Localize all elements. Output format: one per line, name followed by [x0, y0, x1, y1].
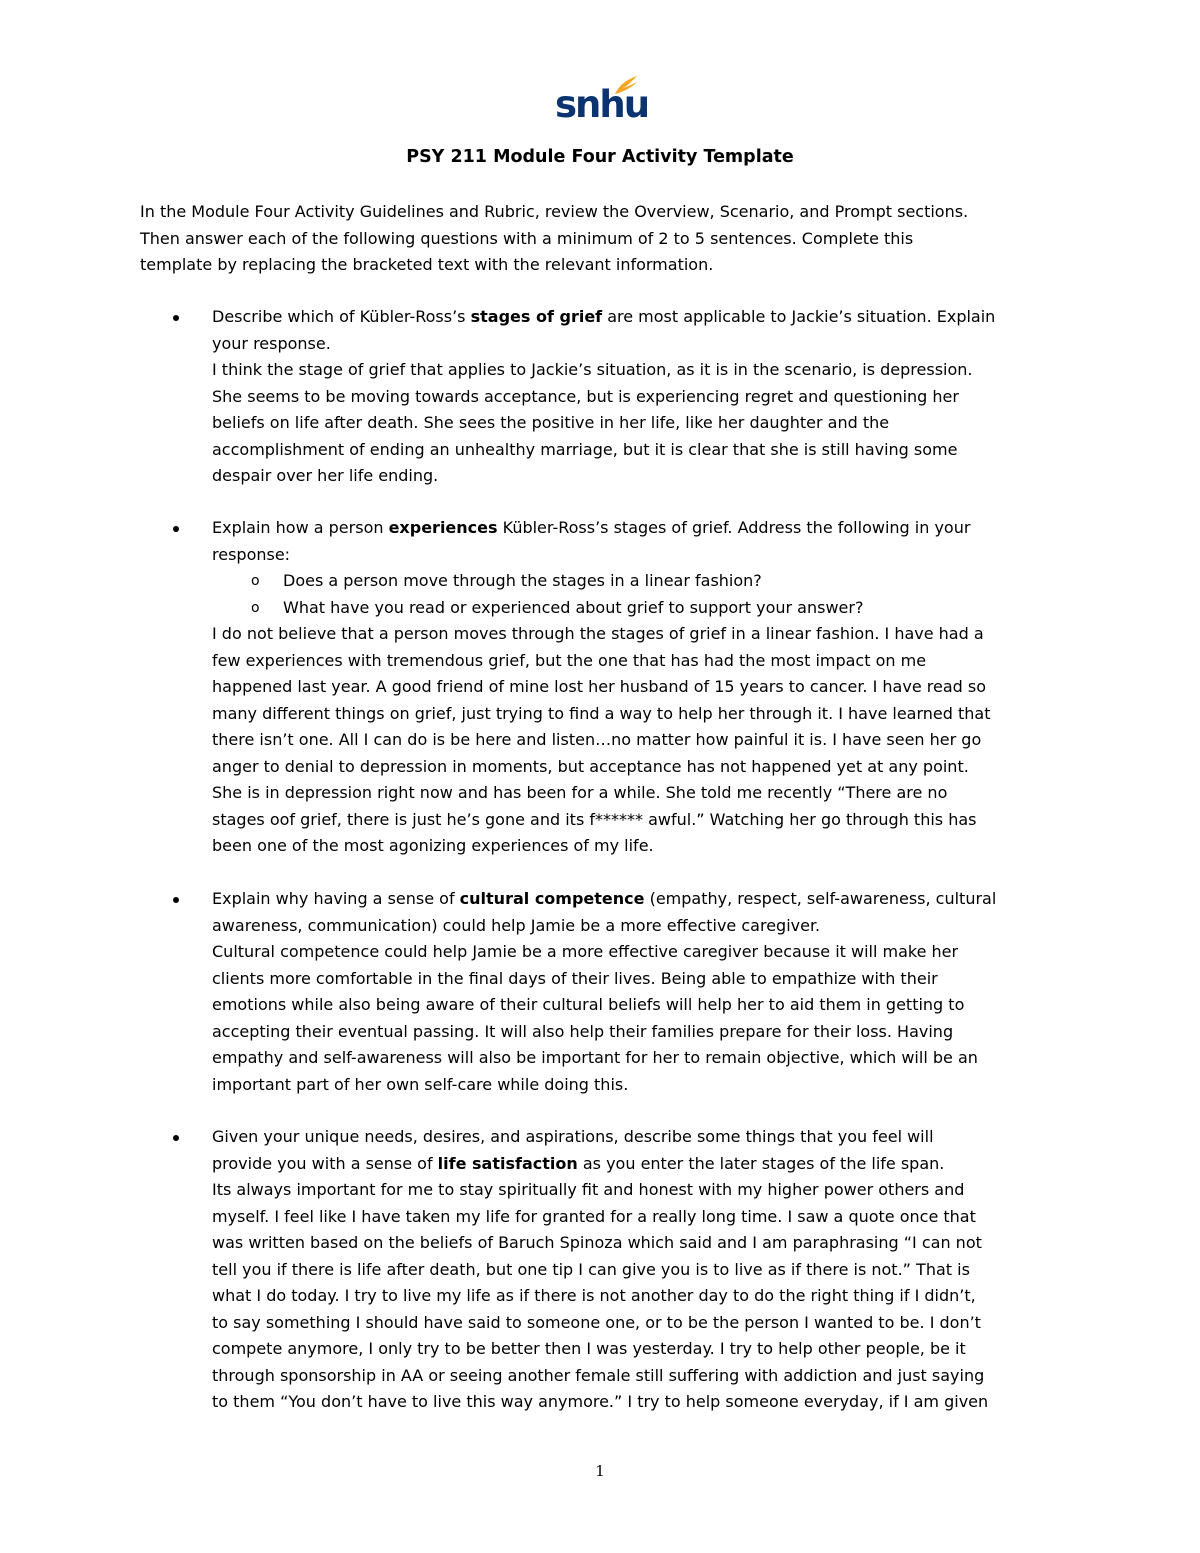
question-2: [212, 515, 1062, 860]
question-4-prompt: Given your unique needs, desires, and aspirations, describe some things that you feel will: [212, 1127, 934, 1146]
answer-line: clients more comfortable in the final days of their lives. Being able to empathize with their: [212, 968, 938, 988]
sub-question: o Does a person move through the stages in a linear fashion?: [212, 568, 1062, 595]
bullet-icon: [173, 1135, 179, 1141]
question-3-prompt-cont: awareness, communication) could help Jamie be a more effective caregiver.: [212, 915, 821, 935]
sub-question: o What have you read or experienced about grief to support your answer?: [212, 595, 1062, 622]
question-3: [212, 886, 1062, 1098]
circle-bullet-icon: o: [251, 573, 260, 589]
answer-line: beliefs on life after death. She sees the positive in her life, like her daughter and the: [212, 413, 890, 432]
bullet-icon: [173, 315, 179, 321]
answer-line: important part of her own self-care while doing this.: [212, 1074, 629, 1094]
answer-line: few experiences with tremendous grief, but the one that has had the most impact on me: [212, 650, 927, 670]
answer-line: to them “You don’t have to live this way anymore.” I try to help someone everyday, if I am given: [212, 1392, 989, 1411]
answer-line: what I do today. I try to live my life as if there is not another day to do the right thing if I didn’t,: [212, 1286, 976, 1305]
answer-line: empathy and self-awareness will also be important for her to remain objective, which will be an: [212, 1048, 978, 1067]
logo-wordmark: snhu: [555, 83, 649, 126]
answer-line: emotions while also being aware of their cultural beliefs will help her to aid them in getting to: [212, 995, 965, 1014]
bullet-icon: [173, 897, 179, 903]
answer-line: was written based on the beliefs of Baruch Spinoza which said and I am paraphrasing “I can not: [212, 1233, 982, 1252]
intro-line: Then answer each of the following questions with a minimum of 2 to 5 sentences. Complete this: [140, 228, 914, 248]
answer-line: happened last year. A good friend of mine lost her husband of 15 years to cancer. I have read so: [212, 677, 986, 696]
answer-line: accomplishment of ending an unhealthy marriage, but it is clear that she is still having some: [212, 439, 958, 459]
circle-bullet-icon: o: [251, 599, 260, 616]
answer-line: I do not believe that a person moves through the stages of grief in a linear fashion. I have had a: [212, 624, 984, 643]
question-3-prompt: Explain why having a sense of cultural competence (empathy, respect, self-awareness, cultural: [212, 889, 997, 908]
answer-line: to say something I should have said to someone one, or to be the person I wanted to be. I don’t: [212, 1312, 981, 1332]
answer-line: tell you if there is life after death, but one tip I can give you is to live as if there is not.” That is: [212, 1259, 970, 1279]
intro-paragraph: [140, 199, 1060, 279]
answer-line: accepting their eventual passing. It will also help their families prepare for their loss. Having: [212, 1021, 954, 1041]
question-1: [212, 304, 1062, 490]
intro-line: template by replacing the bracketed text with the relevant information.: [140, 255, 714, 274]
answer-line: She seems to be moving towards acceptance, but is experiencing regret and questioning her: [212, 386, 959, 406]
answer-line: Its always important for me to stay spiritually fit and honest with my higher power others and: [212, 1180, 965, 1199]
answer-line: compete anymore, I only try to be better then I was yesterday. I try to help other people, be it: [212, 1339, 966, 1358]
question-2-prompt: Explain how a person experiences Kübler-Ross’s stages of grief. Address the following in your: [212, 518, 971, 537]
question-4: [212, 1124, 1062, 1416]
answer-line: myself. I feel like I have taken my life for granted for a really long time. I saw a quote once that: [212, 1206, 976, 1226]
question-2-prompt-cont: response:: [212, 544, 291, 564]
answer-line: through sponsorship in AA or seeing another female still suffering with addiction and just saying: [212, 1365, 985, 1385]
answer-line: I think the stage of grief that applies to Jackie’s situation, as it is in the scenario, is depression.: [212, 360, 973, 379]
answer-line: She is in depression right now and has been for a while. She told me recently “There are no: [212, 783, 948, 802]
page-title: PSY 211 Module Four Activity Template: [406, 147, 794, 167]
page-number: 1: [595, 1462, 605, 1480]
answer-line: been one of the most agonizing experiences of my life.: [212, 836, 654, 855]
answer-line: despair over her life ending.: [212, 466, 439, 485]
question-1-prompt: Describe which of Kübler-Ross’s stages of grief are most applicable to Jackie’s situation. Explain: [212, 307, 996, 326]
intro-line: In the Module Four Activity Guidelines and Rubric, review the Overview, Scenario, and Prompt sections.: [140, 202, 969, 221]
question-1-prompt-cont: your response.: [212, 333, 331, 353]
answer-line: Cultural competence could help Jamie be a more effective caregiver because it will make her: [212, 942, 959, 961]
question-4-prompt-cont: provide you with a sense of life satisfaction as you enter the later stages of the life span.: [212, 1153, 945, 1173]
snhu-logo: [555, 74, 649, 132]
bullet-icon: [173, 526, 179, 532]
answer-line: there isn’t one. All I can do is be here and listen…no matter how painful it is. I have seen her go: [212, 730, 982, 749]
answer-line: anger to denial to depression in moments, but acceptance has not happened yet at any point.: [212, 756, 969, 776]
answer-line: many different things on grief, just trying to find a way to help her through it. I have learned that: [212, 703, 991, 723]
answer-line: stages oof grief, there is just he’s gone and its f****** awful.” Watching her go through this has: [212, 809, 977, 829]
